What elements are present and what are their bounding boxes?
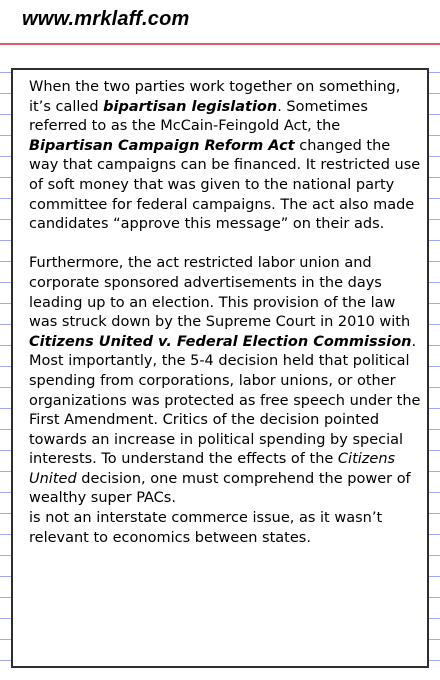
p1-text-3: changed the way that campaigns can be financed. It restricted use of soft money that was given to the national party committee for federal campaigns. The act also made candidates “approve this message” on their ads. xyxy=(29,137,421,233)
paragraph-gap xyxy=(29,235,421,255)
p2-text-4: is not an interstate commerce issue, as it wasn’t relevant to economics between states. xyxy=(29,510,383,546)
paragraph-1 xyxy=(29,78,421,235)
p2-text-2: . Most importantly, the 5-4 decision held that political spending from corporations, labor unions, or other organizations was protected as free speech under the First Amendment. Critics of the decision pointed towards an increase in political spending by special interests. To understand the effects of the xyxy=(29,333,421,468)
paragraph-2 xyxy=(29,254,421,548)
p2-text-3: decision, one must comprehend the power of wealthy super PACs. xyxy=(29,470,411,507)
p1-text-2: . Sometimes referred to as the McCain-Feingold Act, the xyxy=(29,98,368,135)
p2-text-1: Furthermore, the act restricted labor union and corporate sponsored advertisements in the days leading up to an election. This provision of the law was struck down by the Supreme Court in 2010 with xyxy=(29,255,411,331)
term-citizens-united-short: Citizens United xyxy=(29,451,396,487)
term-bipartisan-legislation: bipartisan legislation xyxy=(103,98,278,115)
p1-text-1: When the two parties work together on something, it’s called xyxy=(29,79,401,115)
text-card xyxy=(11,68,429,668)
term-bcra: Bipartisan Campaign Reform Act xyxy=(29,137,295,154)
term-citizens-united-case: Citizens United v. Federal Election Commission xyxy=(29,333,412,350)
site-url: www.mrklaff.com xyxy=(22,8,190,30)
